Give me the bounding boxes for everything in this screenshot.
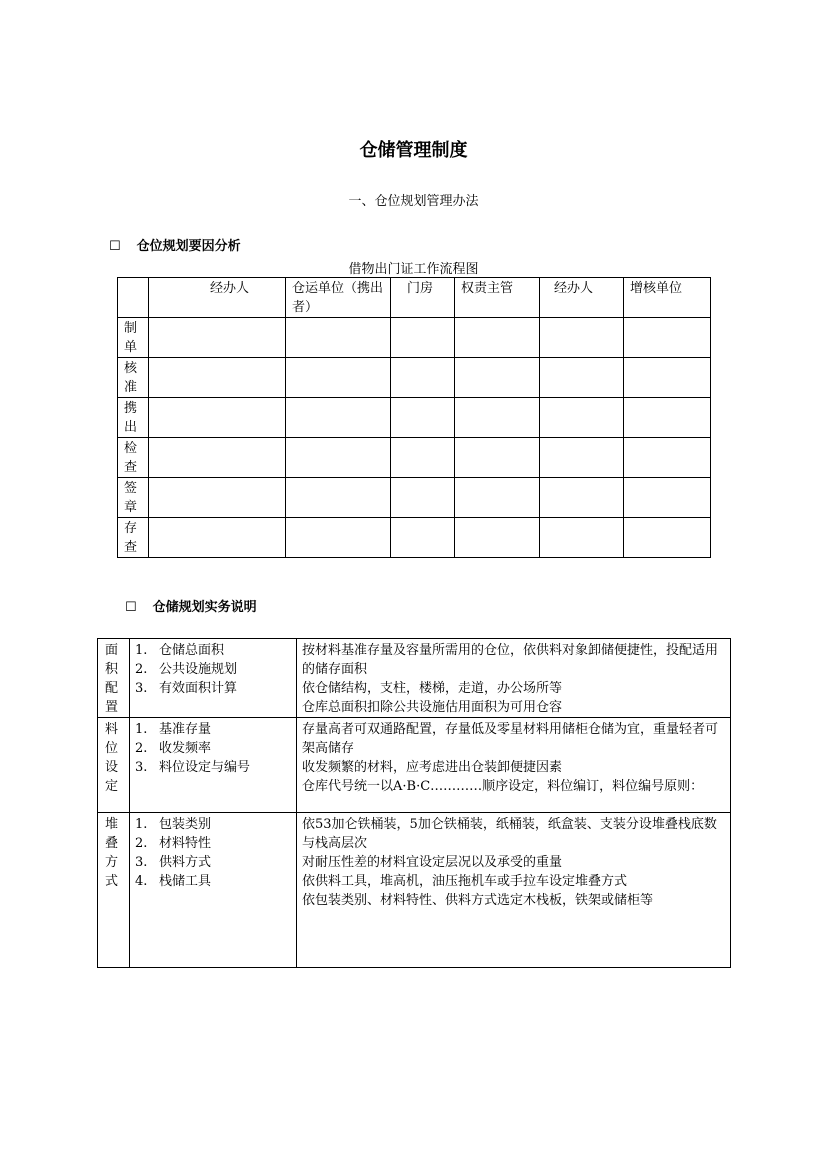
table-row [118,358,711,398]
table-row [118,438,711,478]
table-cell [391,438,455,478]
table-cell [624,358,711,398]
description-line: 仓库代号统一以A·B·C…………顺序设定，料位编订，料位编号原则： [302,779,704,794]
description-line: 依供料工具，堆高机，油压拖机车或手拉车设定堆叠方式 [302,874,628,889]
list-item: 4. 栈储工具 [135,874,212,889]
table-row [118,398,711,438]
description-line: 仓库总面积扣除公共设施估用面积为可用仓容 [302,700,563,715]
description-line: 收发频繁的材料，应考虑进出仓装卸便捷因素 [302,760,563,775]
table-row [98,639,731,718]
table-row [98,718,731,813]
table-cell [391,398,455,438]
flowchart-caption: 借物出门证工作流程图 [348,262,479,277]
heading-text: 仓储规划实务说明 [152,600,257,615]
heading-text: 仓位规划要因分析 [136,239,241,254]
table-cell [286,358,391,398]
table-cell [540,478,624,518]
section-subtitle: 一、仓位规划管理办法 [348,194,479,209]
description-line: 依53加仑铁桶装，5加仑铁桶装，纸桶装，纸盒装、支装分设堆叠栈底数与栈高层次 [302,817,717,851]
header-cell: 仓运单位（携出者） [286,278,391,318]
row-label: 携出 [118,398,149,438]
row-label: 检查 [118,438,149,478]
practice-notes-table [97,638,731,968]
description-cell [297,639,731,718]
table-cell [149,358,286,398]
table-row [118,478,711,518]
row-label: 存查 [118,518,149,558]
table-cell [624,318,711,358]
row-label: 核准 [118,358,149,398]
description-line: 依仓储结构，支柱，楼梯，走道，办公场所等 [302,681,563,696]
category-cell: 面积配置 [98,639,130,718]
header-cell: 增核单位 [624,278,711,318]
list-item: 2. 收发频率 [135,741,212,756]
heading-practice-notes [125,596,257,615]
table-cell [391,518,455,558]
table-cell [540,358,624,398]
header-cell: 门房 [391,278,455,318]
table-cell [149,398,286,438]
table-cell [286,398,391,438]
items-cell [130,718,297,813]
description-cell [297,718,731,813]
checkbox-bullet-icon: ☐ [109,239,121,254]
table-cell [624,398,711,438]
table-cell [540,318,624,358]
items-cell [130,639,297,718]
table-header-row [118,278,711,318]
table-row [118,318,711,358]
description-line: 依包装类别、材料特性、供料方式选定木栈板，铁架或储柜等 [302,893,654,908]
header-cell: 权责主管 [455,278,540,318]
table-cell [540,438,624,478]
table-cell [286,438,391,478]
table-cell [391,358,455,398]
table-cell [149,318,286,358]
table-cell [455,438,540,478]
row-label: 签章 [118,478,149,518]
header-cell: 经办人 [540,278,624,318]
table-row [98,813,731,968]
table-cell [149,438,286,478]
description-line: 对耐压性差的材料宜设定层况以及承受的重量 [302,855,563,870]
row-label: 制单 [118,318,149,358]
table-cell [455,478,540,518]
category-cell: 料位设定 [98,718,130,813]
table-cell [455,398,540,438]
checkbox-bullet-icon: ☐ [125,600,137,615]
list-item: 2. 材料特性 [135,836,212,851]
list-item: 1. 包装类别 [135,817,212,832]
heading-requirement-analysis [109,235,241,254]
header-cell: 经办人 [149,278,286,318]
header-cell-corner [118,278,149,318]
items-cell [130,813,297,968]
list-item: 2. 公共设施规划 [135,662,238,677]
list-item: 1. 基准存量 [135,722,212,737]
description-line: 按材料基准存量及容量所需用的仓位，依供料对象卸储便捷性，投配适用的储存面积 [302,643,719,677]
table-cell [286,478,391,518]
category-cell: 堆叠方式 [98,813,130,968]
table-cell [540,398,624,438]
description-cell [297,813,731,968]
table-cell [391,478,455,518]
list-item: 1. 仓储总面积 [135,643,225,658]
table-cell [391,318,455,358]
table-cell [624,438,711,478]
table-cell [286,518,391,558]
list-item: 3. 供料方式 [135,855,212,870]
table-cell [624,518,711,558]
list-item: 3. 料位设定与编号 [135,760,251,775]
table-cell [540,518,624,558]
table-cell [149,478,286,518]
table-cell [624,478,711,518]
table-cell [149,518,286,558]
table-cell [455,318,540,358]
table-cell [286,318,391,358]
document-title: 仓储管理制度 [359,140,468,161]
table-row [118,518,711,558]
list-item: 3. 有效面积计算 [135,681,238,696]
table-cell [455,358,540,398]
description-line: 存量高者可双通路配置，存量低及零星材料用储柜仓储为宜，重量轻者可架高储存 [302,722,719,756]
pass-workflow-table [117,277,711,558]
table-cell [455,518,540,558]
